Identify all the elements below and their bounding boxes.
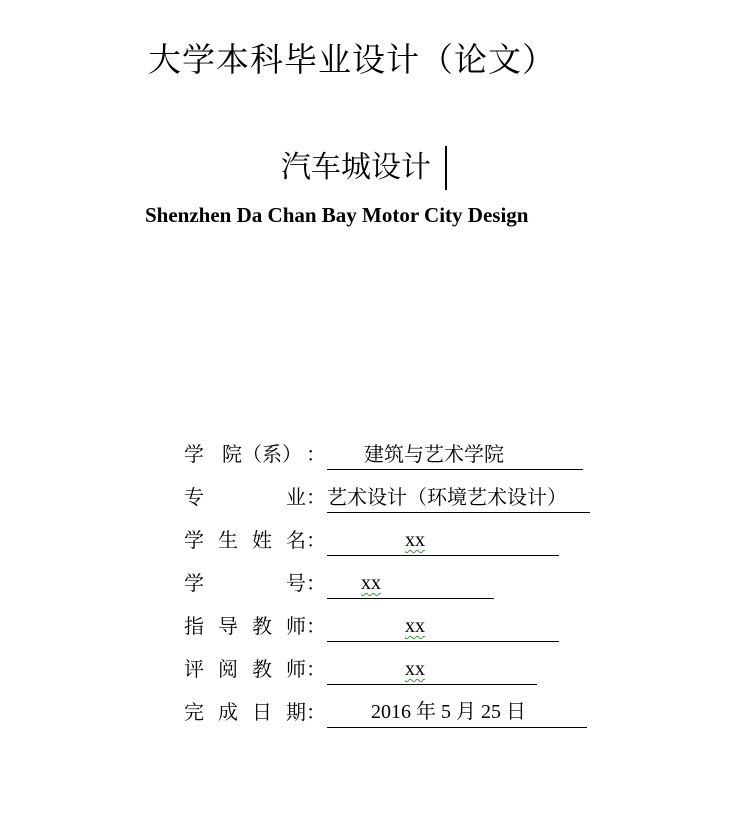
completion-date-field[interactable] bbox=[327, 696, 587, 728]
info-colon: ： bbox=[306, 614, 326, 638]
label-char: 专 bbox=[184, 485, 204, 509]
label-char: 学 bbox=[184, 571, 204, 595]
label-char: 业 bbox=[286, 485, 306, 509]
info-colon: ： bbox=[306, 528, 326, 552]
major-value: 艺术设计（环境艺术设计） bbox=[327, 485, 567, 509]
major-field[interactable] bbox=[327, 481, 590, 513]
college-field[interactable] bbox=[327, 438, 583, 470]
advisor-field[interactable] bbox=[327, 610, 559, 642]
label-char: 名 bbox=[286, 528, 306, 552]
document-title-cn[interactable]: 汽车城设计 bbox=[281, 150, 431, 185]
label-char: 期 bbox=[286, 700, 306, 724]
info-colon: ： bbox=[306, 485, 326, 509]
label-char: 成 bbox=[218, 700, 238, 724]
text-cursor bbox=[445, 146, 447, 190]
label-char: 日 bbox=[252, 700, 272, 724]
label-char: 评 bbox=[184, 657, 204, 681]
student-name-field[interactable] bbox=[327, 524, 559, 556]
label-char: 学 bbox=[184, 442, 204, 466]
student-id-value: xx bbox=[361, 572, 381, 594]
completion-date-value: 2016 年 5 月 25 日 bbox=[371, 701, 526, 723]
reviewer-field[interactable] bbox=[327, 653, 537, 685]
reviewer-value: xx bbox=[405, 658, 425, 680]
info-colon: ： bbox=[306, 571, 326, 595]
label-char: 师 bbox=[286, 614, 306, 638]
label-char: 院（系） bbox=[222, 442, 302, 466]
label-char: 阅 bbox=[218, 657, 238, 681]
label-char: 姓 bbox=[252, 528, 272, 552]
label-char: 教 bbox=[252, 614, 272, 638]
info-colon: ： bbox=[306, 442, 326, 466]
college-value: 建筑与艺术学院 bbox=[364, 442, 504, 466]
student-id-field[interactable] bbox=[327, 567, 494, 599]
advisor-value: xx bbox=[405, 615, 425, 637]
info-label bbox=[184, 696, 306, 728]
label-char: 导 bbox=[218, 614, 238, 638]
info-label bbox=[184, 567, 306, 599]
label-char: 师 bbox=[286, 657, 306, 681]
main-title: 大学本科毕业设计（论文） bbox=[148, 40, 556, 79]
info-label bbox=[184, 610, 306, 642]
label-char: 指 bbox=[184, 614, 204, 638]
student-name-value: xx bbox=[405, 529, 425, 551]
info-label bbox=[184, 481, 306, 513]
label-char: 号 bbox=[286, 571, 306, 595]
info-colon: ： bbox=[306, 657, 326, 681]
document-title-en: Shenzhen Da Chan Bay Motor City Design bbox=[145, 203, 529, 227]
info-label bbox=[184, 653, 306, 685]
info-label bbox=[184, 438, 302, 470]
label-char: 教 bbox=[252, 657, 272, 681]
label-char: 学 bbox=[184, 528, 204, 552]
label-char: 完 bbox=[184, 700, 204, 724]
info-colon: ： bbox=[306, 700, 326, 724]
label-char: 生 bbox=[218, 528, 238, 552]
info-label bbox=[184, 524, 306, 556]
